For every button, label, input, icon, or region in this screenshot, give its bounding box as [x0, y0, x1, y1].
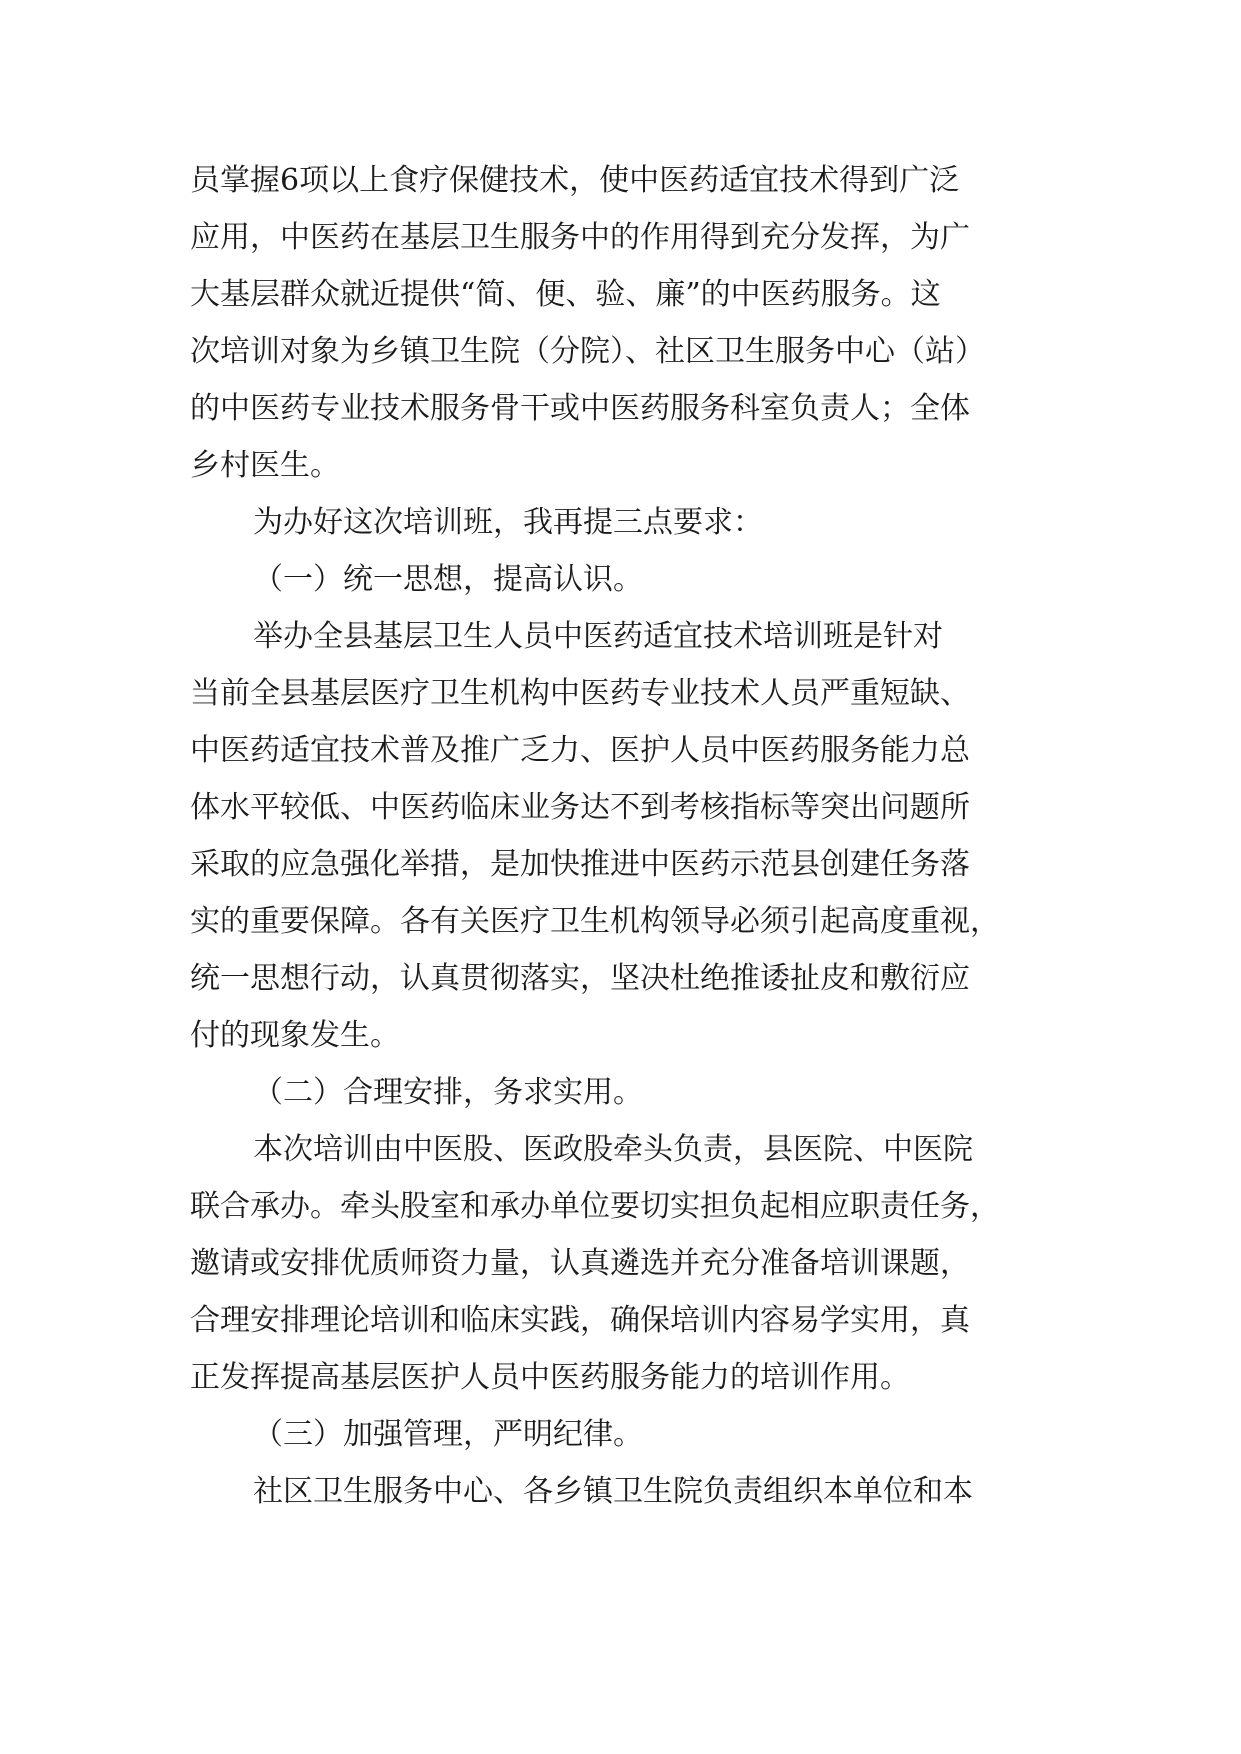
paragraph-first-line: 本次培训由中医股、医政股牵头负责，县医院、中医院 — [253, 1132, 973, 1167]
body-text-line: 乡村医生。 — [190, 448, 340, 483]
paragraph-first-line: 举办全县基层卫生人员中医药适宜技术培训班是针对 — [253, 619, 943, 654]
section-heading-3: （三）加强管理，严明纪律。 — [253, 1417, 643, 1452]
body-text-line: 统一思想行动，认真贯彻落实，坚决杜绝推诿扯皮和敷衍应 — [190, 961, 970, 996]
body-text-line: 员掌握6项以上食疗保健技术，使中医药适宜技术得到广泛 — [190, 163, 960, 198]
body-text-line: 体水平较低、中医药临床业务达不到考核指标等突出问题所 — [190, 790, 970, 825]
body-text-line: 合理安排理论培训和临床实践，确保培训内容易学实用，真 — [190, 1303, 970, 1338]
paragraph-first-line: 社区卫生服务中心、各乡镇卫生院负责组织本单位和本 — [253, 1474, 973, 1509]
body-text-line: 应用，中医药在基层卫生服务中的作用得到充分发挥，为广 — [190, 220, 970, 255]
body-text-line: 次培训对象为乡镇卫生院（分院）、社区卫生服务中心（站） — [190, 334, 985, 369]
body-text-line: 邀请或安排优质师资力量，认真遴选并充分准备培训课题， — [190, 1246, 970, 1281]
body-text-line: 正发挥提高基层医护人员中医药服务能力的培训作用。 — [190, 1360, 910, 1395]
body-text-line: 采取的应急强化举措，是加快推进中医药示范县创建任务落 — [190, 847, 970, 882]
body-text-line: 当前全县基层医疗卫生机构中医药专业技术人员严重短缺、 — [190, 676, 970, 711]
body-text-line: 大基层群众就近提供“简、便、验、廉”的中医药服务。这 — [190, 277, 941, 312]
body-text-line: 实的重要保障。各有关医疗卫生机构领导必须引起高度重视， — [190, 904, 1000, 939]
section-heading-2: （二）合理安排，务求实用。 — [253, 1075, 643, 1110]
body-text-line: 中医药适宜技术普及推广乏力、医护人员中医药服务能力总 — [190, 733, 970, 768]
body-text-line: 付的现象发生。 — [190, 1018, 400, 1053]
paragraph-first-line: 为办好这次培训班，我再提三点要求： — [253, 505, 763, 540]
section-heading-1: （一）统一思想，提高认识。 — [253, 562, 643, 597]
body-text-line: 联合承办。牵头股室和承办单位要切实担负起相应职责任务， — [190, 1189, 1000, 1224]
body-text-line: 的中医药专业技术服务骨干或中医药服务科室负责人；全体 — [190, 391, 970, 426]
